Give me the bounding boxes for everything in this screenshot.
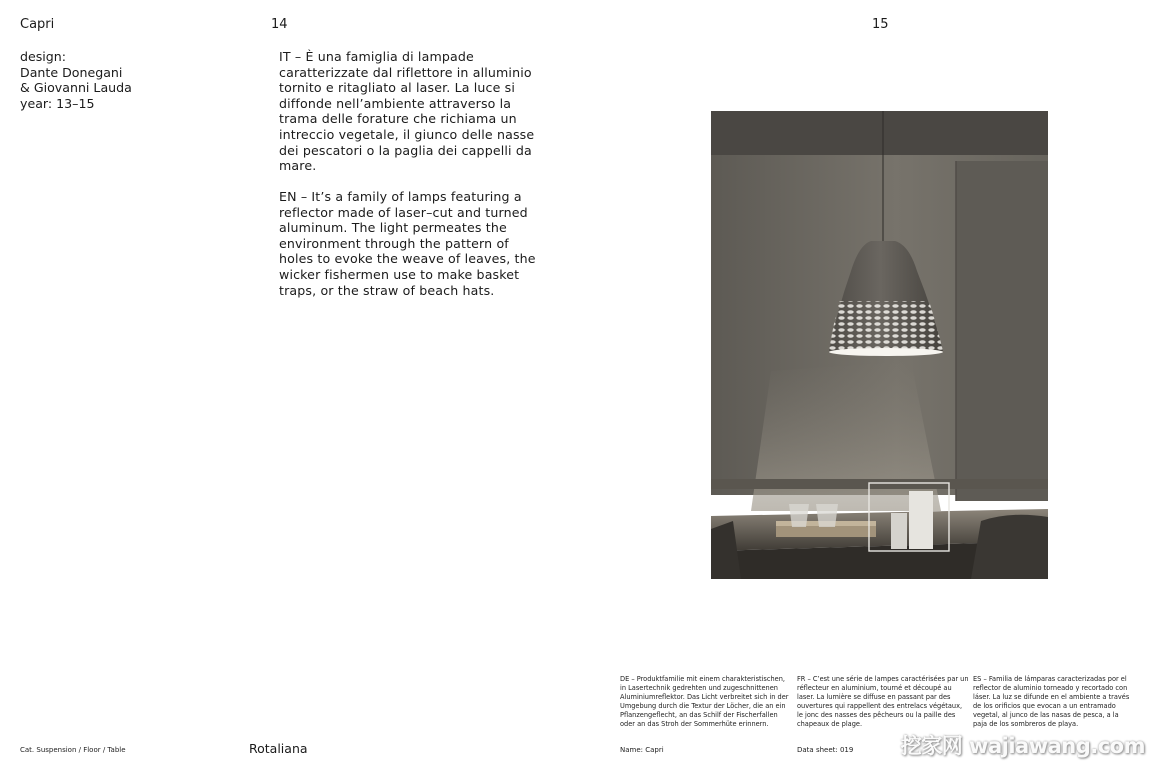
description-spanish: ES – Familia de lámparas caracterizadas por el reflector de aluminio torneado y recortado con láser. La luz se difunde en el ambiente a través de los orificios que evocan a un entramado vegetal, al junco de las nasas de pesca, a la paja de los sombreros de playa. xyxy=(973,675,1130,728)
page-number-right: 15 xyxy=(872,17,889,32)
catalog-title: Capri xyxy=(20,17,55,32)
product-photo xyxy=(711,111,1048,579)
page-number-left: 14 xyxy=(271,17,288,32)
description-italian: IT – È una famiglia di lampade caratterizzate dal riflettore in alluminio tornito e ritagliato al laser. La luce si diffonde nell’ambiente attraverso la trama delle forature che richiama un intreccio vegetale, il giunco delle nasse dei pescatori o la paglia dei cappelli da mare. xyxy=(279,49,535,174)
credits-label: design: xyxy=(20,49,67,64)
design-credits xyxy=(20,49,220,111)
designer-1: Dante Donegani xyxy=(20,64,123,80)
footer-datasheet: Data sheet: 019 xyxy=(797,746,854,754)
brand-name: Rotaliana xyxy=(249,741,308,756)
description-english: EN – It’s a family of lamps featuring a reflector made of laser–cut and turned aluminum. The light permeates the environment through the pattern of holes to evoke the weave of leaves, the wicker fishermen use to make basket traps, or the straw of beach hats. xyxy=(279,189,536,298)
footer-product-name: Name: Capri xyxy=(620,746,664,754)
design-year: year: 13–15 xyxy=(20,95,95,111)
footer-category: Cat. Suspension / Floor / Table xyxy=(20,746,126,754)
designer-2: & Giovanni Lauda xyxy=(20,80,132,96)
description-german: DE – Produktfamilie mit einem charakteristischen, in Lasertechnik gedrehten und zugeschnittenen Aluminiumreflektor. Das Licht verbreitet sich in der Umgebung durch die Textur der Löcher, die an ein Pflanzengeflecht, an das Schilf der Fischerfallen oder an das Stroh der Sommerhüte erinnern. xyxy=(620,675,789,728)
description-french: FR – C’est une série de lampes caractérisées par un réflecteur en aluminium, tourné et découpé au laser. La lumière se diffuse en passant par des ouvertures qui rappellent des entrelacs végétaux, le jonc des nasses des pêcheurs ou la paille des chapeaux de plage. xyxy=(797,675,969,728)
watermark: 挖家网 wajiawang.com xyxy=(900,734,1145,758)
